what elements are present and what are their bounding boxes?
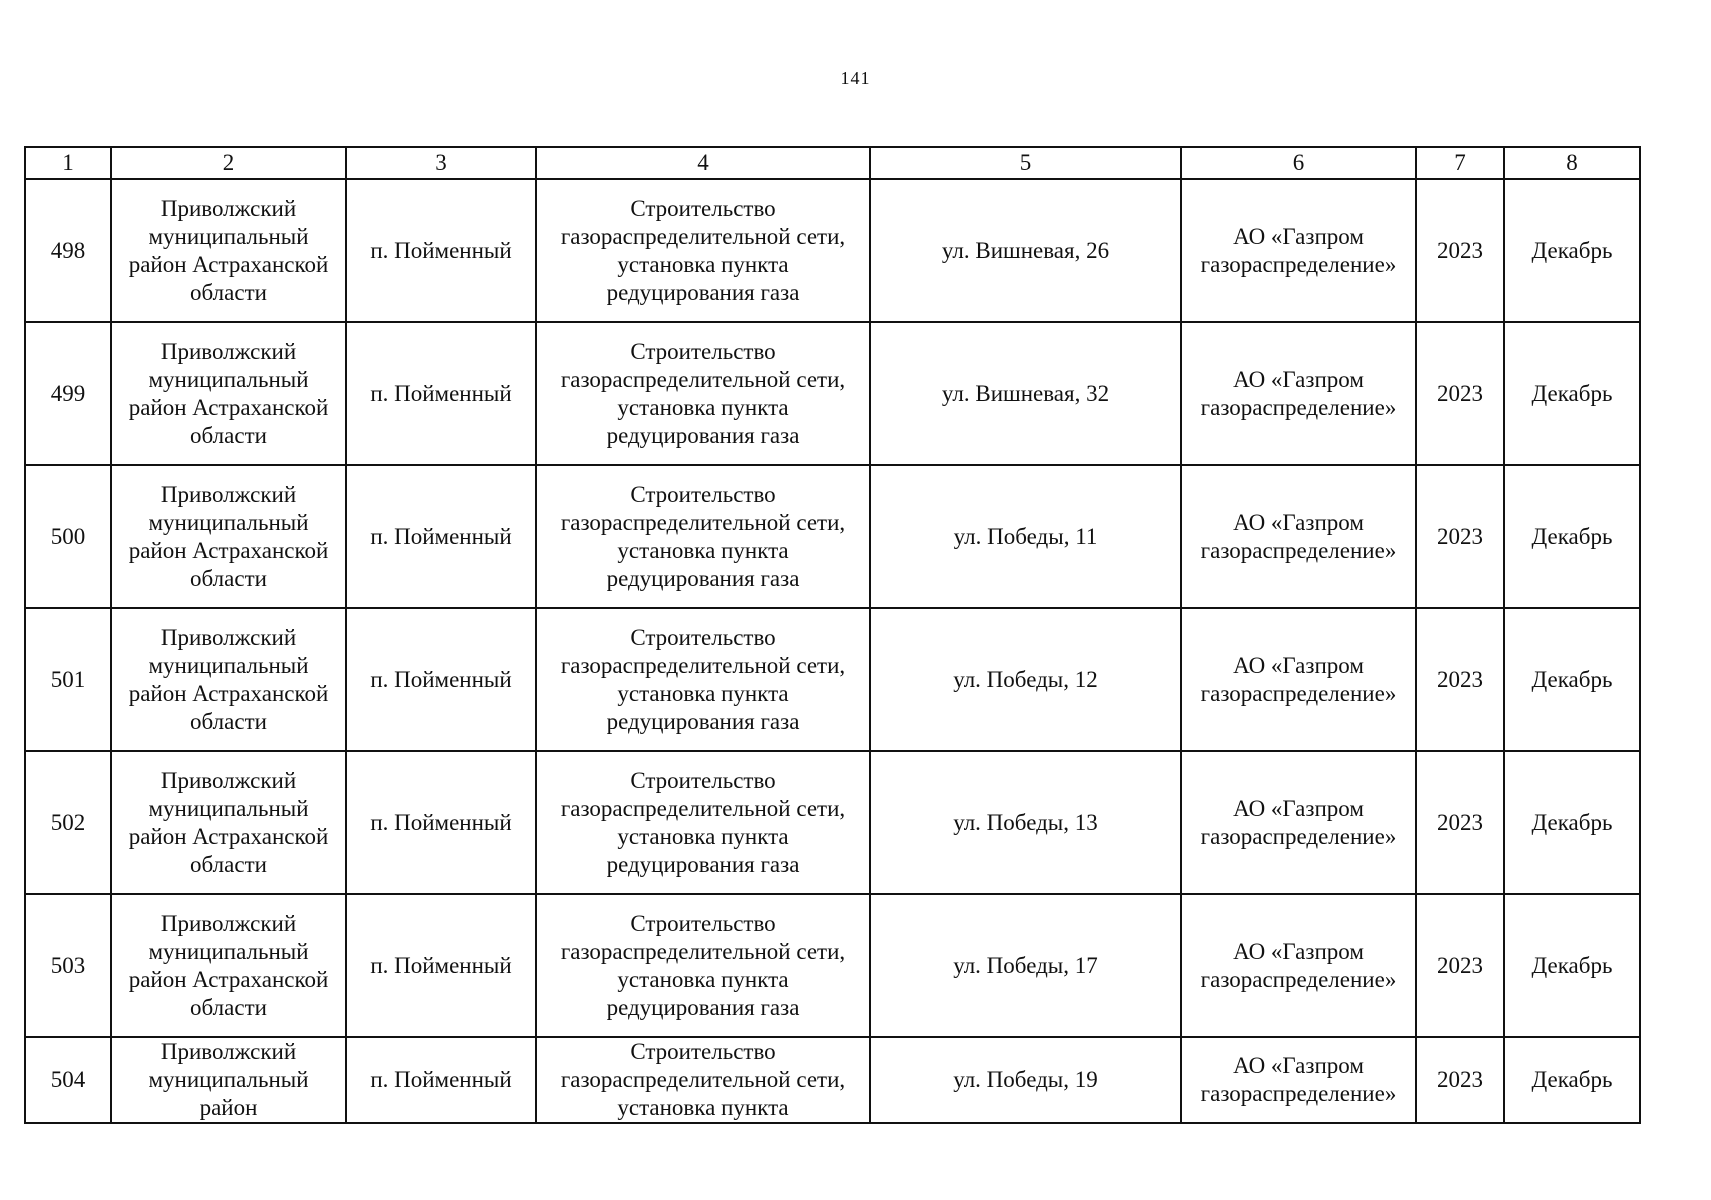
district-cell: Приволжский муниципальный район Астраханской области [111,179,346,322]
address-cell: ул. Победы, 17 [870,894,1181,1037]
column-header-3: 3 [346,147,536,179]
column-header-4: 4 [536,147,870,179]
address-cell: ул. Победы, 12 [870,608,1181,751]
column-header-8: 8 [1504,147,1640,179]
settlement-cell: п. Пойменный [346,322,536,465]
address-cell: ул. Победы, 11 [870,465,1181,608]
settlement-cell: п. Пойменный [346,1037,536,1123]
row-number-cell: 499 [25,322,111,465]
settlement-cell: п. Пойменный [346,751,536,894]
row-number-cell: 500 [25,465,111,608]
work-description-cell: Строительство газораспределительной сети, установка пункта редуцирования газа [536,322,870,465]
column-header-2: 2 [111,147,346,179]
year-cell: 2023 [1416,1037,1504,1123]
row-number-cell: 502 [25,751,111,894]
organization-cell: АО «Газпром газораспределение» [1181,322,1416,465]
organization-cell: АО «Газпром газораспределение» [1181,608,1416,751]
organization-cell: АО «Газпром газораспределение» [1181,1037,1416,1123]
district-cell: Приволжский муниципальный район Астраханской области [111,465,346,608]
district-cell: Приволжский муниципальный район Астраханской области [111,751,346,894]
column-header-7: 7 [1416,147,1504,179]
table-row [25,465,1640,608]
month-cell: Декабрь [1504,465,1640,608]
month-cell: Декабрь [1504,322,1640,465]
table-row [25,1037,1640,1123]
page-number: 141 [840,68,871,88]
organization-cell: АО «Газпром газораспределение» [1181,751,1416,894]
address-cell: ул. Победы, 13 [870,751,1181,894]
table-row [25,751,1640,894]
month-cell: Декабрь [1504,608,1640,751]
month-cell: Декабрь [1504,179,1640,322]
work-description-cell: Строительство газораспределительной сети, установка пункта редуцирования газа [536,465,870,608]
row-number-cell: 504 [25,1037,111,1123]
year-cell: 2023 [1416,608,1504,751]
settlement-cell: п. Пойменный [346,894,536,1037]
district-cell: Приволжский муниципальный район Астраханской области [111,894,346,1037]
year-cell: 2023 [1416,465,1504,608]
address-cell: ул. Вишневая, 32 [870,322,1181,465]
district-cell: Приволжский муниципальный район Астраханской области [111,322,346,465]
settlement-cell: п. Пойменный [346,179,536,322]
work-description-cell: Строительство газораспределительной сети, установка пункта редуцирования газа [536,751,870,894]
column-header-1: 1 [25,147,111,179]
address-cell: ул. Вишневая, 26 [870,179,1181,322]
table-row [25,894,1640,1037]
work-description-cell: Строительство газораспределительной сети, установка пункта [536,1037,870,1123]
year-cell: 2023 [1416,751,1504,894]
table-row [25,179,1640,322]
year-cell: 2023 [1416,179,1504,322]
row-number-cell: 498 [25,179,111,322]
settlement-cell: п. Пойменный [346,465,536,608]
work-description-cell: Строительство газораспределительной сети, установка пункта редуцирования газа [536,179,870,322]
work-description-cell: Строительство газораспределительной сети, установка пункта редуцирования газа [536,894,870,1037]
column-header-6: 6 [1181,147,1416,179]
work-description-cell: Строительство газораспределительной сети, установка пункта редуцирования газа [536,608,870,751]
year-cell: 2023 [1416,894,1504,1037]
year-cell: 2023 [1416,322,1504,465]
month-cell: Декабрь [1504,1037,1640,1123]
month-cell: Декабрь [1504,894,1640,1037]
settlement-cell: п. Пойменный [346,608,536,751]
organization-cell: АО «Газпром газораспределение» [1181,894,1416,1037]
month-cell: Декабрь [1504,751,1640,894]
table-row [25,608,1640,751]
organization-cell: АО «Газпром газораспределение» [1181,465,1416,608]
organization-cell: АО «Газпром газораспределение» [1181,179,1416,322]
district-cell: Приволжский муниципальный район [111,1037,346,1123]
table-row [25,322,1640,465]
district-cell: Приволжский муниципальный район Астраханской области [111,608,346,751]
row-number-cell: 501 [25,608,111,751]
address-cell: ул. Победы, 19 [870,1037,1181,1123]
header-row [25,147,1640,179]
row-number-cell: 503 [25,894,111,1037]
column-header-5: 5 [870,147,1181,179]
gasification-schedule-table [24,146,1641,1124]
